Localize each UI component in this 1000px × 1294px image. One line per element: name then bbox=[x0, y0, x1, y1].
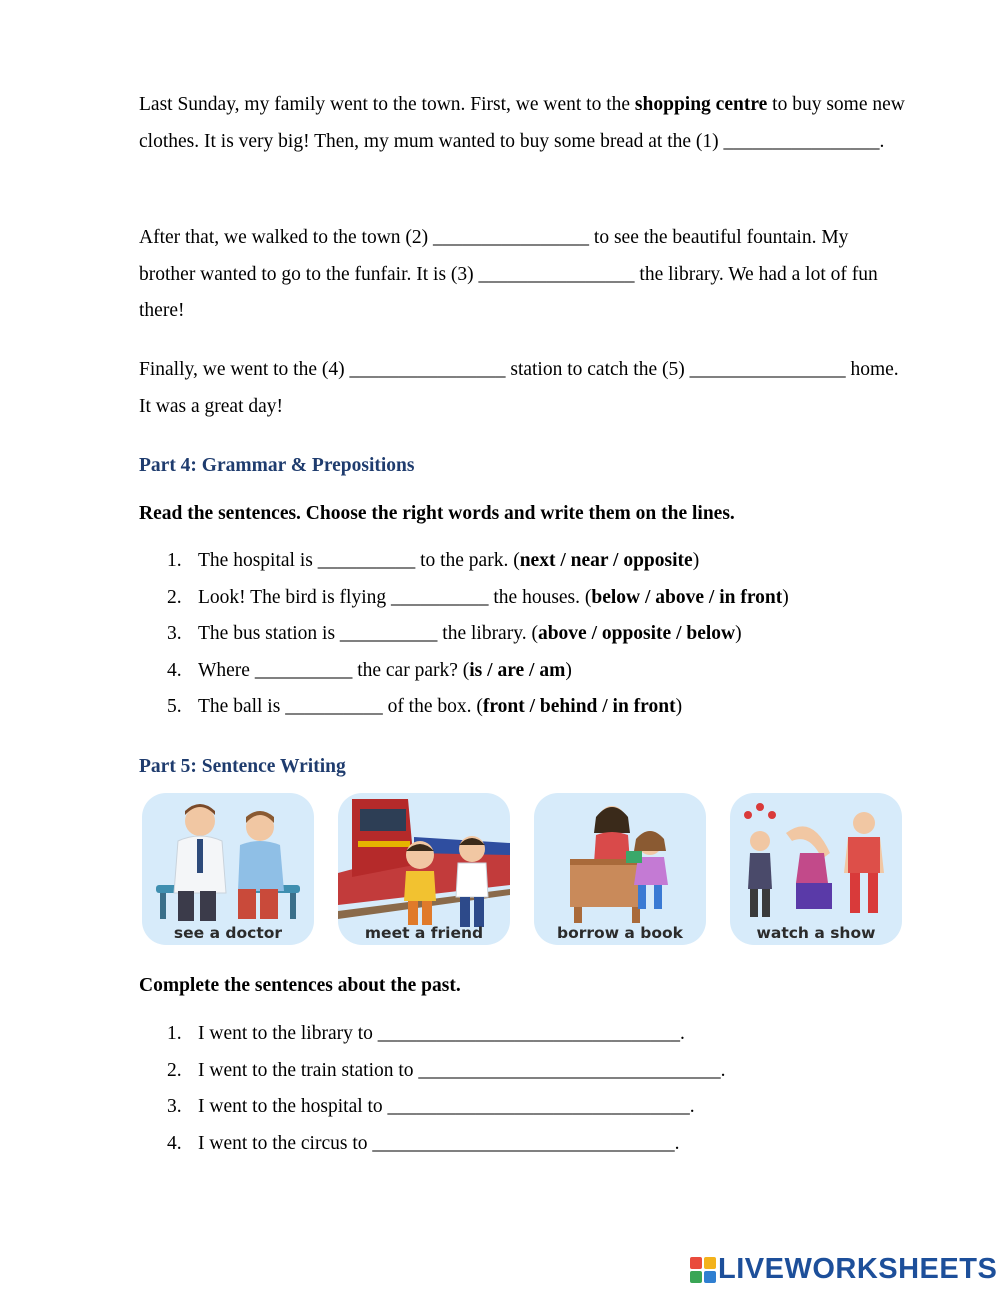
librarian-child-icon bbox=[534, 793, 706, 945]
logo-text: LIVEWORKSHEETS bbox=[718, 1253, 998, 1285]
picture-card-borrow-a-book bbox=[534, 793, 706, 945]
part5-question[interactable]: 3. I went to the hospital to _______________________________. bbox=[167, 1096, 695, 1118]
picture-card-see-a-doctor bbox=[142, 793, 314, 945]
picture-card-watch-a-show bbox=[730, 793, 902, 945]
part4-question[interactable]: 1. The hospital is __________ to the park. (next / near / opposite) bbox=[167, 550, 700, 571]
caption: borrow a book bbox=[557, 924, 683, 942]
part5-instruction: Complete the sentences about the past. bbox=[139, 975, 461, 996]
caption: meet a friend bbox=[364, 924, 484, 942]
part5-question[interactable]: 2. I went to the train station to _______________________________. bbox=[167, 1059, 726, 1081]
part5-question[interactable]: 1. I went to the library to _______________________________. bbox=[167, 1023, 685, 1044]
story-paragraph-3: Finally, we went to the (4) ________________ station to catch the (5) ________________ home. It was a great day! bbox=[139, 359, 899, 417]
story-bold-place: shopping centre bbox=[634, 94, 768, 115]
part4-heading: Part 4: Grammar & Prepositions bbox=[139, 455, 415, 476]
picture-prompts bbox=[142, 789, 904, 949]
story-paragraph-2: After that, we walked to the town (2) ________________ to see the beautiful fountain. My brother wanted to go to the funfair. It is (3) ________________ the library. We had a lot of fun there! bbox=[139, 227, 878, 321]
part4-question[interactable]: 3. The bus station is __________ the library. (above / opposite / below) bbox=[167, 623, 742, 645]
part4-question[interactable]: 5. The ball is __________ of the box. (front / behind / in front) bbox=[167, 696, 683, 718]
logo-blocks-icon bbox=[690, 1257, 716, 1283]
liveworksheets-logo bbox=[690, 1252, 998, 1286]
part4-question[interactable]: 4. Where __________ the car park? (is / are / am) bbox=[167, 659, 572, 681]
story-paragraph-1: Last Sunday, my family went to the town. First, we went to the shopping centre to buy some new clothes. It is very big! Then, my mum wanted to buy some bread at the (1) ________________. bbox=[139, 94, 905, 152]
part5-question-list bbox=[139, 1016, 726, 1162]
part4-instruction: Read the sentences. Choose the right words and write them on the lines. bbox=[139, 503, 735, 524]
picture-card-meet-a-friend bbox=[338, 793, 510, 945]
part5-heading: Part 5: Sentence Writing bbox=[139, 756, 346, 777]
caption: see a doctor bbox=[173, 924, 283, 942]
part4-question[interactable]: 2. Look! The bird is flying __________ the houses. (below / above / in front) bbox=[167, 586, 789, 608]
doctor-patient-icon bbox=[142, 793, 314, 945]
circus-performers-icon bbox=[730, 793, 902, 945]
train-friends-icon bbox=[338, 793, 510, 945]
caption: watch a show bbox=[756, 924, 876, 942]
part5-question[interactable]: 4. I went to the circus to _______________________________. bbox=[167, 1132, 680, 1154]
part4-question-list bbox=[139, 543, 789, 726]
